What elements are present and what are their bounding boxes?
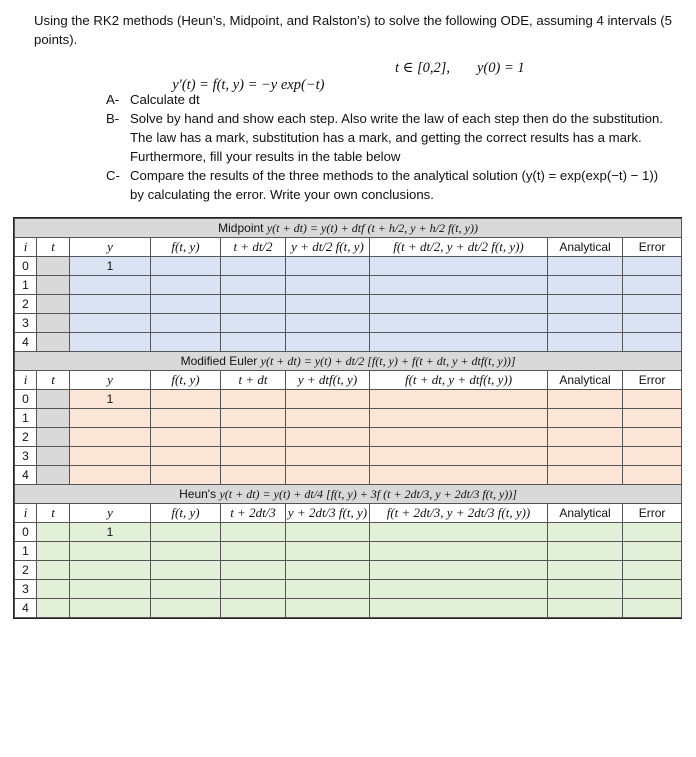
t-cell[interactable] [37,523,70,542]
analytical-cell[interactable] [548,276,623,295]
modified-euler-title [15,352,682,371]
col-f-2third: f(t + 2dt/3, y + 2dt/3 f(t, y)) [370,504,548,523]
col-y: y [70,371,151,390]
col-y: y [70,504,151,523]
col-analytical: Analytical [548,238,623,257]
midpoint-section [15,219,682,352]
error-cell[interactable] [623,409,682,428]
task-label: A- [106,92,120,107]
col-error: Error [623,371,682,390]
f-half-cell[interactable] [370,295,548,314]
ode-initial-condition: y(0) = 1 [477,60,525,76]
f-cell[interactable] [151,428,221,447]
table-row [15,580,682,599]
task-label: C- [106,168,120,183]
y-dt-cell[interactable] [286,466,370,485]
y-cell[interactable] [70,580,151,599]
t-2third-cell[interactable] [221,580,286,599]
t-cell[interactable] [37,466,70,485]
y-dt-cell[interactable] [286,409,370,428]
analytical-cell[interactable] [548,542,623,561]
row-index: 4 [15,466,37,485]
y-cell[interactable] [70,295,151,314]
col-i: i [15,238,37,257]
y-cell[interactable]: 1 [70,523,151,542]
col-f-half: f(t + dt/2, y + dt/2 f(t, y)) [370,238,548,257]
row-index: 3 [15,447,37,466]
y-dt-cell[interactable] [286,447,370,466]
t-dt-cell[interactable] [221,466,286,485]
y-cell[interactable] [70,409,151,428]
t-cell[interactable] [37,428,70,447]
t-dt-cell[interactable] [221,447,286,466]
task-text: Solve by hand and show each step. Also write the law of each step then do the substitution. The law has a mark, substitution has a mark, and getting the correct results has a mark. Furthermore, fill your results in the table below [130,111,663,164]
f-half-cell[interactable] [370,314,548,333]
t-cell[interactable] [37,390,70,409]
modified-euler-section [15,352,682,485]
f-cell[interactable] [151,561,221,580]
f-half-cell[interactable] [370,333,548,352]
table-row [15,599,682,618]
t-dt-cell[interactable] [221,409,286,428]
analytical-cell[interactable] [548,390,623,409]
error-cell[interactable] [623,390,682,409]
modified-euler-column-headers [15,371,682,390]
t-cell[interactable] [37,333,70,352]
y-half-cell[interactable] [286,257,370,276]
t-cell[interactable] [37,409,70,428]
task-text: Compare the results of the three methods to the analytical solution (y(t) = exp(exp(−t) − 1)) by calculating the error. Write your own conclusions. [130,168,659,202]
f-cell[interactable] [151,409,221,428]
f-cell[interactable] [151,580,221,599]
heun-title [15,485,682,504]
row-index: 0 [15,523,37,542]
f-2third-cell[interactable] [370,561,548,580]
y-cell[interactable] [70,542,151,561]
t-dt-cell[interactable] [221,428,286,447]
t-half-cell[interactable] [221,295,286,314]
col-y-half: y + dt/2 f(t, y) [286,238,370,257]
t-cell[interactable] [37,295,70,314]
modified-euler-formula: y(t + dt) = y(t) + dt/2 [f(t, y) + f(t + dt, y + dtf(t, y))] [260,353,516,368]
midpoint-title-word: Midpoint [218,220,264,235]
table-row [15,523,682,542]
f-dt-cell[interactable] [370,428,548,447]
f-cell[interactable] [151,295,221,314]
t-2third-cell[interactable] [221,599,286,618]
y-half-cell[interactable] [286,314,370,333]
analytical-cell[interactable] [548,295,623,314]
analytical-cell[interactable] [548,580,623,599]
table-row [15,390,682,409]
y-cell[interactable] [70,314,151,333]
error-cell[interactable] [623,580,682,599]
error-cell[interactable] [623,428,682,447]
t-cell[interactable] [37,276,70,295]
row-index: 3 [15,580,37,599]
y-half-cell[interactable] [286,276,370,295]
y-half-cell[interactable] [286,333,370,352]
f-2third-cell[interactable] [370,523,548,542]
ode-expression: y′(t) = f(t, y) = −y exp(−t) [172,77,325,93]
midpoint-title [15,219,682,238]
analytical-cell[interactable] [548,428,623,447]
table-row [15,295,682,314]
heun-section [15,485,682,618]
f-dt-cell[interactable] [370,466,548,485]
f-2third-cell[interactable] [370,599,548,618]
t-2third-cell[interactable] [221,523,286,542]
col-analytical: Analytical [548,371,623,390]
results-table [14,218,682,618]
heun-column-headers [15,504,682,523]
col-y-dt: y + dtf(t, y) [286,371,370,390]
col-t-half: t + dt/2 [221,238,286,257]
heun-title-word: Heun's [179,486,217,501]
y-cell[interactable]: 1 [70,257,151,276]
row-index: 4 [15,333,37,352]
row-index: 3 [15,314,37,333]
y-cell[interactable] [70,447,151,466]
y-cell[interactable] [70,276,151,295]
error-cell[interactable] [623,447,682,466]
analytical-cell[interactable] [548,314,623,333]
y-2third-cell[interactable] [286,580,370,599]
error-cell[interactable] [623,466,682,485]
analytical-cell[interactable] [548,333,623,352]
midpoint-column-headers [15,238,682,257]
f-2third-cell[interactable] [370,542,548,561]
error-cell[interactable] [623,333,682,352]
y-2third-cell[interactable] [286,599,370,618]
f-cell[interactable] [151,466,221,485]
f-cell[interactable] [151,523,221,542]
analytical-cell[interactable] [548,599,623,618]
task-a [106,90,671,109]
f-half-cell[interactable] [370,276,548,295]
row-index: 2 [15,428,37,447]
f-cell[interactable] [151,276,221,295]
t-cell[interactable] [37,561,70,580]
modified-euler-title-word: Modified Euler [180,353,258,368]
analytical-cell[interactable] [548,257,623,276]
t-cell[interactable] [37,542,70,561]
row-index: 1 [15,276,37,295]
table-row [15,276,682,295]
table-row [15,409,682,428]
col-t: t [37,238,70,257]
col-analytical: Analytical [548,504,623,523]
task-text: Calculate dt [130,92,200,107]
t-dt-cell[interactable] [221,390,286,409]
col-t: t [37,504,70,523]
col-y-2third: y + 2dt/3 f(t, y) [286,504,370,523]
t-half-cell[interactable] [221,276,286,295]
col-i: i [15,504,37,523]
f-dt-cell[interactable] [370,409,548,428]
row-index: 1 [15,542,37,561]
table-row [15,561,682,580]
table-row [15,428,682,447]
table-row [15,447,682,466]
f-cell[interactable] [151,333,221,352]
midpoint-formula: y(t + dt) = y(t) + dtf (t + h/2, y + h/2 f(t, y)) [266,220,478,235]
t-cell[interactable] [37,314,70,333]
col-t-dt: t + dt [221,371,286,390]
ode-domain: t ∈ [0,2], [395,60,451,76]
error-cell[interactable] [623,542,682,561]
f-half-cell[interactable] [370,257,548,276]
y-cell[interactable]: 1 [70,390,151,409]
y-cell[interactable] [70,561,151,580]
heun-formula: y(t + dt) = y(t) + dt/4 [f(t, y) + 3f (t + 2dt/3, y + 2dt/3 f(t, y))] [219,486,517,501]
row-index: 0 [15,257,37,276]
t-cell[interactable] [37,580,70,599]
analytical-cell[interactable] [548,466,623,485]
error-cell[interactable] [623,295,682,314]
f-dt-cell[interactable] [370,390,548,409]
col-t-2third: t + 2dt/3 [221,504,286,523]
task-label: B- [106,111,120,126]
results-sheet [13,217,682,619]
col-f-dt: f(t + dt, y + dtf(t, y)) [370,371,548,390]
f-cell[interactable] [151,542,221,561]
col-i: i [15,371,37,390]
f-cell[interactable] [151,447,221,466]
y-cell[interactable] [70,428,151,447]
t-half-cell[interactable] [221,257,286,276]
row-index: 4 [15,599,37,618]
f-cell[interactable] [151,314,221,333]
t-2third-cell[interactable] [221,542,286,561]
intro-paragraph: Using the RK2 methods (Heun’s, Midpoint, and Ralston’s) to solve the following ODE, assuming 4 intervals (5 points). [34,13,672,47]
t-cell[interactable] [37,599,70,618]
col-f: f(t, y) [151,504,221,523]
t-2third-cell[interactable] [221,561,286,580]
analytical-cell[interactable] [548,523,623,542]
y-cell[interactable] [70,466,151,485]
row-index: 1 [15,409,37,428]
task-list [106,90,671,204]
error-cell[interactable] [623,314,682,333]
row-index: 2 [15,561,37,580]
t-cell[interactable] [37,447,70,466]
error-cell[interactable] [623,523,682,542]
table-row [15,333,682,352]
table-row [15,257,682,276]
col-error: Error [623,504,682,523]
table-row [15,466,682,485]
f-2third-cell[interactable] [370,580,548,599]
f-cell[interactable] [151,390,221,409]
task-b [106,109,671,166]
error-cell[interactable] [623,599,682,618]
table-row [15,314,682,333]
analytical-cell[interactable] [548,409,623,428]
y-2third-cell[interactable] [286,523,370,542]
col-y: y [70,238,151,257]
t-cell[interactable] [37,257,70,276]
error-cell[interactable] [623,561,682,580]
y-half-cell[interactable] [286,295,370,314]
error-cell[interactable] [623,276,682,295]
table-row [15,542,682,561]
y-cell[interactable] [70,333,151,352]
y-cell[interactable] [70,599,151,618]
f-cell[interactable] [151,599,221,618]
error-cell[interactable] [623,257,682,276]
row-index: 2 [15,295,37,314]
col-error: Error [623,238,682,257]
y-2third-cell[interactable] [286,561,370,580]
col-t: t [37,371,70,390]
f-dt-cell[interactable] [370,447,548,466]
col-f: f(t, y) [151,238,221,257]
y-2third-cell[interactable] [286,542,370,561]
f-cell[interactable] [151,257,221,276]
analytical-cell[interactable] [548,447,623,466]
y-dt-cell[interactable] [286,428,370,447]
col-f: f(t, y) [151,371,221,390]
t-half-cell[interactable] [221,333,286,352]
y-dt-cell[interactable] [286,390,370,409]
analytical-cell[interactable] [548,561,623,580]
task-c [106,166,671,204]
row-index: 0 [15,390,37,409]
t-half-cell[interactable] [221,314,286,333]
